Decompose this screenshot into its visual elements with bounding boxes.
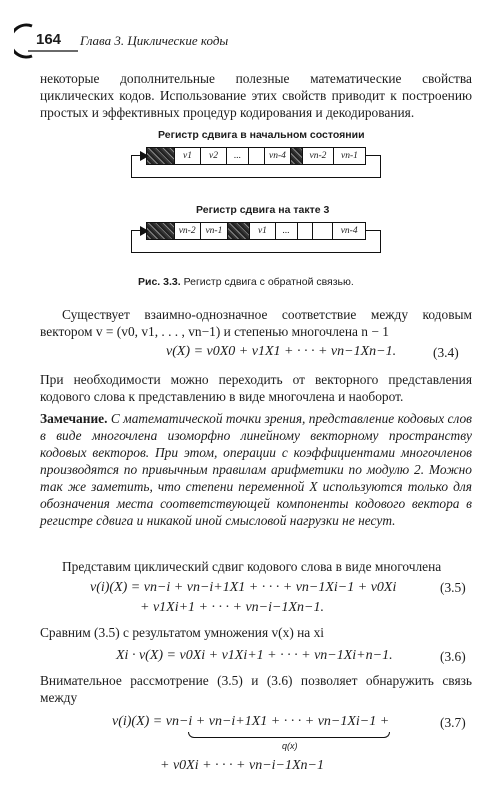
equation-number-3-6: (3.6) — [440, 649, 466, 664]
caption-label: Рис. 3.3. — [138, 276, 181, 288]
equation-number-3-7: (3.7) — [440, 715, 466, 730]
arrow-right-icon — [140, 151, 149, 161]
paragraph-shift: Представим циклический сдвиг кодового слова в виде многочлена — [62, 559, 442, 574]
register-cell: vn-4 — [340, 226, 358, 236]
register-cell: vn-1 — [341, 151, 358, 161]
register-cell: v1 — [250, 223, 276, 239]
register-cell: vn-2 — [303, 148, 334, 164]
equation-3-7-line1: v(i)(X) = vn−i + vn−i+1X1 + · · · + vn−1Xi−1 + — [112, 714, 390, 729]
underbrace-label: q(x) — [282, 741, 298, 751]
equation-number-3-4: (3.4) — [433, 345, 459, 360]
remark-label: Замечание. — [40, 411, 108, 426]
register-cell: v2 — [201, 148, 227, 164]
figure-caption — [138, 276, 354, 288]
register-cell: vn-2 — [175, 223, 201, 239]
paragraph-correspondence: Существует взаимно-однозначное соответствие между кодовым вектором v = (v0, v1, . . . , vn−1) и степенью многочлена n − 1 — [40, 307, 472, 339]
equation-3-5-line2: + v1Xi+1 + · · · + vn−i−1Xn−1. — [140, 600, 324, 615]
register-cell: v1 — [175, 148, 201, 164]
feedback-line — [366, 230, 381, 231]
equation-3-5-line1: v(i)(X) = vn−i + vn−i+1X1 + · · · + vn−1Xi−1 + v0Xi — [90, 580, 397, 595]
feedback-loop — [131, 156, 381, 178]
figure-title-step: Регистр сдвига на такте 3 — [196, 204, 330, 216]
remark-text: С математической точки зрения, представление кодовых слов в виде многочлена изоморфно линейному векторному пространству кодовых векторов. При этом, операции с коэффициентами многочленов производятся по привычным правилам арифметики по модулю 2. Можно так же заметить, что степени переменной X используются только для обозначения места соответствующей компоненты кодового вектора в регистре сдвига и никакой иной смысловой нагрузки не несут. — [40, 411, 472, 528]
paragraph-compare: Сравним (3.5) с результатом умножения v(x) на xi — [40, 625, 324, 640]
caption-text: Регистр сдвига с обратной связью. — [183, 276, 354, 288]
underbrace — [188, 732, 390, 738]
chapter-title: Глава 3. Циклические коды — [80, 33, 229, 48]
figure-title-initial: Регистр сдвига в начальном состоянии — [158, 129, 365, 141]
feedback-loop — [131, 231, 381, 253]
intro-paragraph: некоторые дополнительные полезные математические свойства циклических кодов. Использование этих свойств приводит к построению простых и эффективных процедур кодирования и декодирования. — [40, 71, 472, 120]
register-cell: vn-1 — [201, 223, 229, 239]
remark-block — [40, 410, 472, 529]
register-cell: vn-4 — [265, 148, 291, 164]
equation-3-4: v(X) = v0X0 + v1X1 + · · · + vn−1Xn−1. — [166, 344, 397, 359]
register-cell: ... — [227, 148, 249, 164]
paragraph-transition: При необходимости можно переходить от векторного представления кодового слова к представлению в виде многочлена и наоборот. — [40, 372, 472, 404]
equation-number-3-5: (3.5) — [440, 580, 466, 595]
paragraph-careful: Внимательное рассмотрение (3.5) и (3.6) позволяет обнаружить связь между — [40, 673, 472, 705]
page-number: 164 — [36, 31, 62, 48]
feedback-line — [366, 155, 381, 156]
register-cell: ... — [276, 223, 298, 239]
page-header — [14, 20, 484, 60]
arrow-right-icon — [140, 226, 149, 236]
equation-3-6: Xi · v(X) = v0Xi + v1Xi+1 + · · · + vn−1Xi+n−1. — [116, 648, 393, 663]
equation-3-7-line2: + v0Xi + · · · + vn−i−1Xn−1 — [160, 758, 324, 773]
